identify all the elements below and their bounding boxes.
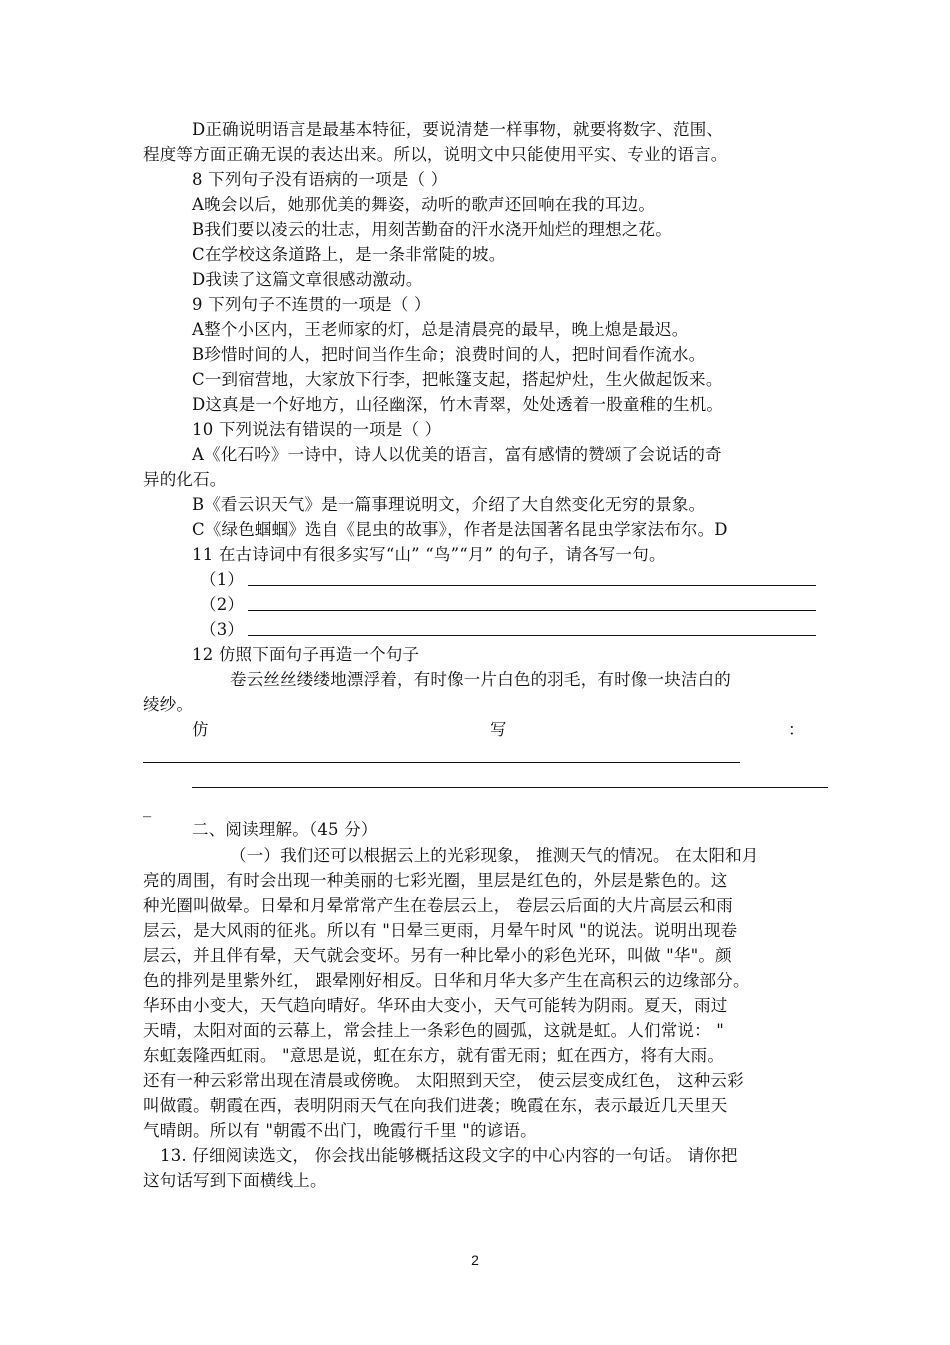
question-9-stem: 9 下列句子不连贯的一项是（ ） [192,295,431,314]
answer-label-2: （2） [200,595,245,614]
passage-line: 东虹轰隆西虹雨。 "意思是说，虹在东方，就有雷无雨；虹在西方，将有大雨。 [143,1046,725,1065]
example-sentence-cont: 绫纱。 [143,695,194,714]
question-13-stem: 13. 仔细阅读选文， 你会找出能够概括这段文字的中心内容的一句话。 请你把 [160,1146,738,1165]
question-13-stem-cont: 这句话写到下面横线上。 [143,1171,327,1190]
section-heading: 二、阅读理解。（45 分） [192,820,378,839]
stray-underscore: _ [143,798,152,817]
passage-line: 层云，是大风雨的征兆。所以有 "日晕三更雨，月晕午时风 "的说法。说明出现卷 [143,921,738,940]
example-sentence: 卷云丝丝缕缕地漂浮着，有时像一片白色的羽毛，有时像一块洁白的 [230,670,731,689]
page-number: 2 [471,1252,479,1268]
question-12-stem: 12 仿照下面句子再造一个句子 [192,645,420,664]
question-11-stem: 11 在古诗词中有很多实写“山” “鸟”“月” 的句子，请各写一句。 [192,545,666,564]
question-9-option-b: B珍惜时间的人，把时间当作生命；浪费时间的人，把时间看作流水。 [192,345,706,364]
question-8-option-c: C在学校这条道路上，是一条非常陡的坡。 [192,245,506,264]
passage-line: 天晴，太阳对面的云幕上，常会挂上一条彩色的圆弧，这就是虹。人们常说： " [143,1021,725,1040]
question-9-option-d: D这真是一个好地方，山径幽深，竹木青翠，处处透着一股童稚的生机。 [192,395,724,414]
passage-line: 色的排列是里紫外红， 跟晕刚好相反。日华和月华大多产生在高积云的边缘部分。 [143,971,750,990]
imitate-answer-line-2[interactable] [192,787,828,788]
question-8-option-d: D我读了这篇文章很感动激动。 [192,270,423,289]
answer-line-1[interactable] [248,585,816,586]
question-10-option-c: C《绿色蝈蝈》选自《昆虫的故事》，作者是法国著名昆虫学家法布尔。D [192,520,728,539]
passage-line: 华环由小变大，天气趋向晴好。华环由大变小，天气可能转为阴雨。夏天，雨过 [143,996,728,1015]
question-8-stem: 8 下列句子没有语病的一项是（ ） [192,170,448,189]
imitate-answer-line-1[interactable] [143,762,740,763]
answer-label-3: （3） [200,620,245,639]
passage-line: 叫做霞。朝霞在西，表明阴雨天气在向我们进袭；晚霞在东，表示最近几天里天 [143,1096,728,1115]
question-10-option-b: B《看云识天气》是一篇事理说明文，介绍了大自然变化无穷的景象。 [192,495,706,514]
imitate-label-1: 仿 [192,720,209,739]
passage-line: 层云，并且伴有晕，天气就会变坏。另有一种比晕小的彩色光环，叫做 "华"。颜 [143,946,732,965]
imitate-label-2: 写 [490,720,507,739]
passage-line: 还有一种云彩常出现在清晨或傍晚。 太阳照到天空， 使云层变成红色， 这种云彩 [143,1071,744,1090]
question-10-option-a: A《化石吟》一诗中，诗人以优美的语言，富有感情的赞颂了会说话的奇 [192,445,722,464]
passage-line: 亮的周围，有时会出现一种美丽的七彩光圈，里层是红色的，外层是紫色的。这 [143,871,728,890]
answer-line-2[interactable] [248,610,816,611]
passage-line: 气晴朗。所以有 "朝霞不出门，晚霞行千里 "的谚语。 [143,1121,537,1140]
text-line: D正确说明语言是最基本特征，要说清楚一样事物，就要将数字、范围、 [192,120,724,139]
answer-line-3[interactable] [248,635,816,636]
question-10-option-a-cont: 异的化石。 [143,470,227,489]
question-8-option-b: B我们要以凌云的壮志，用刻苦勤奋的汗水浇开灿烂的理想之花。 [192,220,672,239]
passage-line: 种光圈叫做晕。日晕和月晕常常产生在卷层云上， 卷层云后面的大片高层云和雨 [143,896,733,915]
text-line: 程度等方面正确无误的表达出来。所以，说明文中只能使用平实、专业的语言。 [143,145,728,164]
question-9-option-c: C一到宿营地，大家放下行李，把帐篷支起，搭起炉灶，生火做起饭来。 [192,370,723,389]
question-10-stem: 10 下列说法有错误的一项是（ ） [192,420,442,439]
question-9-option-a: A整个小区内，王老师家的灯，总是清晨亮的最早，晚上熄是最迟。 [192,320,689,339]
imitate-colon: ： [788,720,805,739]
question-8-option-a: A晚会以后，她那优美的舞姿，动听的歌声还回响在我的耳边。 [192,195,656,214]
passage-line: （一）我们还可以根据云上的光彩现象， 推测天气的情况。 在太阳和月 [230,846,759,865]
answer-label-1: （1） [200,570,245,589]
